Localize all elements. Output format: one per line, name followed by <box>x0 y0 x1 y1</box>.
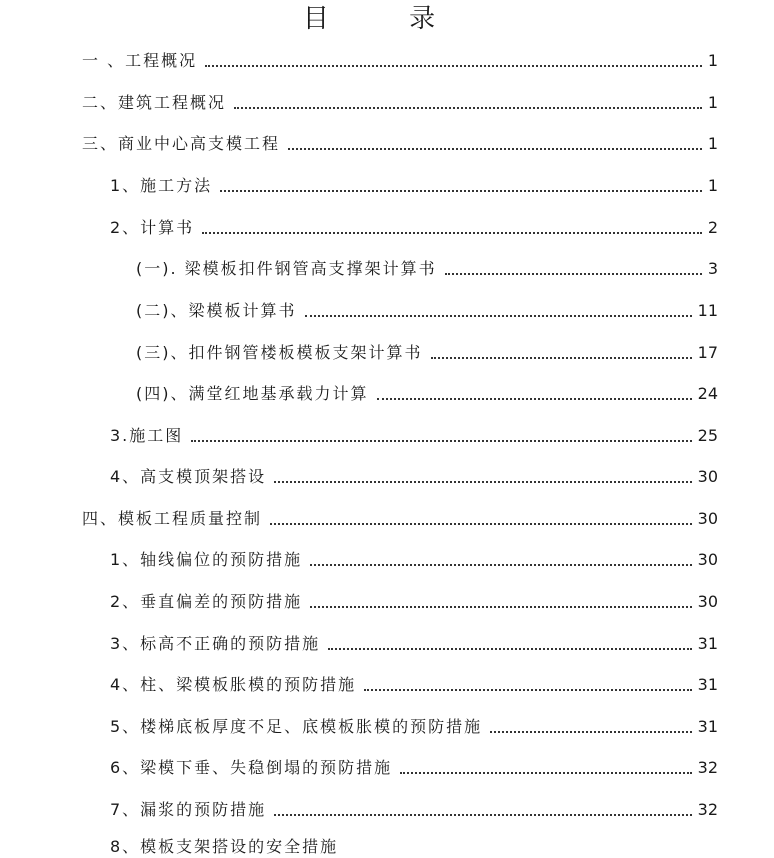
toc-entry[interactable] <box>0 48 774 72</box>
toc-entry[interactable] <box>0 423 774 447</box>
toc-entry-page: 31 <box>697 634 718 653</box>
toc-entry-label: 3.施工图 <box>110 426 184 445</box>
dot-leader <box>431 357 692 359</box>
toc-entry-label: 四、模板工程质量控制 <box>82 509 263 528</box>
dot-leader <box>288 148 702 150</box>
dot-leader <box>305 315 692 317</box>
toc-entry-page: 31 <box>697 717 718 736</box>
toc-entry-page: 3 <box>707 259 718 278</box>
toc-entry-page: 1 <box>707 93 718 112</box>
toc-entry-label: 5、楼梯底板厚度不足、底模板胀模的预防措施 <box>110 717 483 736</box>
toc-entry-page: 31 <box>697 675 718 694</box>
toc-entry-page: 1 <box>707 176 718 195</box>
partial-toc-entry-label: 8、模板支架搭设的安全措施 <box>110 837 339 856</box>
toc-entry[interactable] <box>0 631 774 655</box>
toc-entry-page: 30 <box>697 592 718 611</box>
dot-leader <box>328 648 691 650</box>
toc-entry[interactable] <box>0 589 774 613</box>
toc-entry[interactable] <box>0 131 774 155</box>
toc-entry-label: 一 、工程概况 <box>82 51 198 70</box>
toc-entry-label: 1、施工方法 <box>110 176 213 195</box>
toc-entry[interactable] <box>0 547 774 571</box>
toc-entry[interactable] <box>0 755 774 779</box>
dot-leader <box>191 440 691 442</box>
toc-entry[interactable] <box>0 381 774 405</box>
toc-entry[interactable] <box>0 714 774 738</box>
page-title: 目 录 <box>302 4 472 34</box>
toc-entry-label: 4、高支模顶架搭设 <box>110 467 267 486</box>
toc-entry-page: 1 <box>707 134 718 153</box>
toc-entry-label: (一). 梁模板扣件钢管高支撑架计算书 <box>136 259 437 278</box>
dot-leader <box>400 772 691 774</box>
toc-entry[interactable] <box>0 173 774 197</box>
toc-entry[interactable] <box>0 298 774 322</box>
dot-leader <box>364 689 691 691</box>
dot-leader <box>274 481 691 483</box>
toc-entry-label: (三)、扣件钢管楼板模板支架计算书 <box>136 343 423 362</box>
toc-entry-page: 2 <box>707 218 718 237</box>
toc-entry-label: 6、梁模下垂、失稳倒塌的预防措施 <box>110 758 393 777</box>
toc-entry-label: 7、漏浆的预防措施 <box>110 800 267 819</box>
dot-leader <box>220 190 702 192</box>
toc-entry-page: 30 <box>697 550 718 569</box>
toc-entry-label: (四)、满堂红地基承载力计算 <box>136 384 369 403</box>
toc-entry-page: 24 <box>697 384 718 403</box>
dot-leader <box>234 107 702 109</box>
toc-entry-page: 32 <box>697 800 718 819</box>
toc-entry[interactable] <box>0 256 774 280</box>
toc-entry-page: 32 <box>697 758 718 777</box>
toc-entry-page: 11 <box>697 301 718 320</box>
toc-entry-label: 1、轴线偏位的预防措施 <box>110 550 303 569</box>
toc-entry-label: 3、标高不正确的预防措施 <box>110 634 321 653</box>
toc-entry-label: (二)、梁模板计算书 <box>136 301 297 320</box>
toc-entry[interactable] <box>0 90 774 114</box>
dot-leader <box>202 232 702 234</box>
toc-entry-label: 2、计算书 <box>110 218 195 237</box>
toc-entry-label: 三、商业中心高支模工程 <box>82 134 281 153</box>
toc-entry-page: 30 <box>697 467 718 486</box>
dot-leader <box>445 273 702 275</box>
toc-entry[interactable] <box>0 340 774 364</box>
toc-entry-page: 25 <box>697 426 718 445</box>
dot-leader <box>270 523 692 525</box>
dot-leader <box>310 606 691 608</box>
toc-entry[interactable] <box>0 464 774 488</box>
toc-entry[interactable] <box>0 215 774 239</box>
dot-leader <box>490 731 691 733</box>
toc-entry-page: 17 <box>697 343 718 362</box>
dot-leader <box>274 814 691 816</box>
toc-entry-label: 2、垂直偏差的预防措施 <box>110 592 303 611</box>
toc-entry-page: 30 <box>697 509 718 528</box>
dot-leader <box>310 564 691 566</box>
toc-entry-page: 1 <box>707 51 718 70</box>
partial-toc-entry <box>0 834 774 856</box>
toc-entry[interactable] <box>0 506 774 530</box>
dot-leader <box>205 65 702 67</box>
toc-entry-label: 二、建筑工程概况 <box>82 93 227 112</box>
toc-entry[interactable] <box>0 797 774 821</box>
toc-entry-label: 4、柱、梁模板胀模的预防措施 <box>110 675 357 694</box>
dot-leader <box>377 398 692 400</box>
toc-entry[interactable] <box>0 672 774 696</box>
